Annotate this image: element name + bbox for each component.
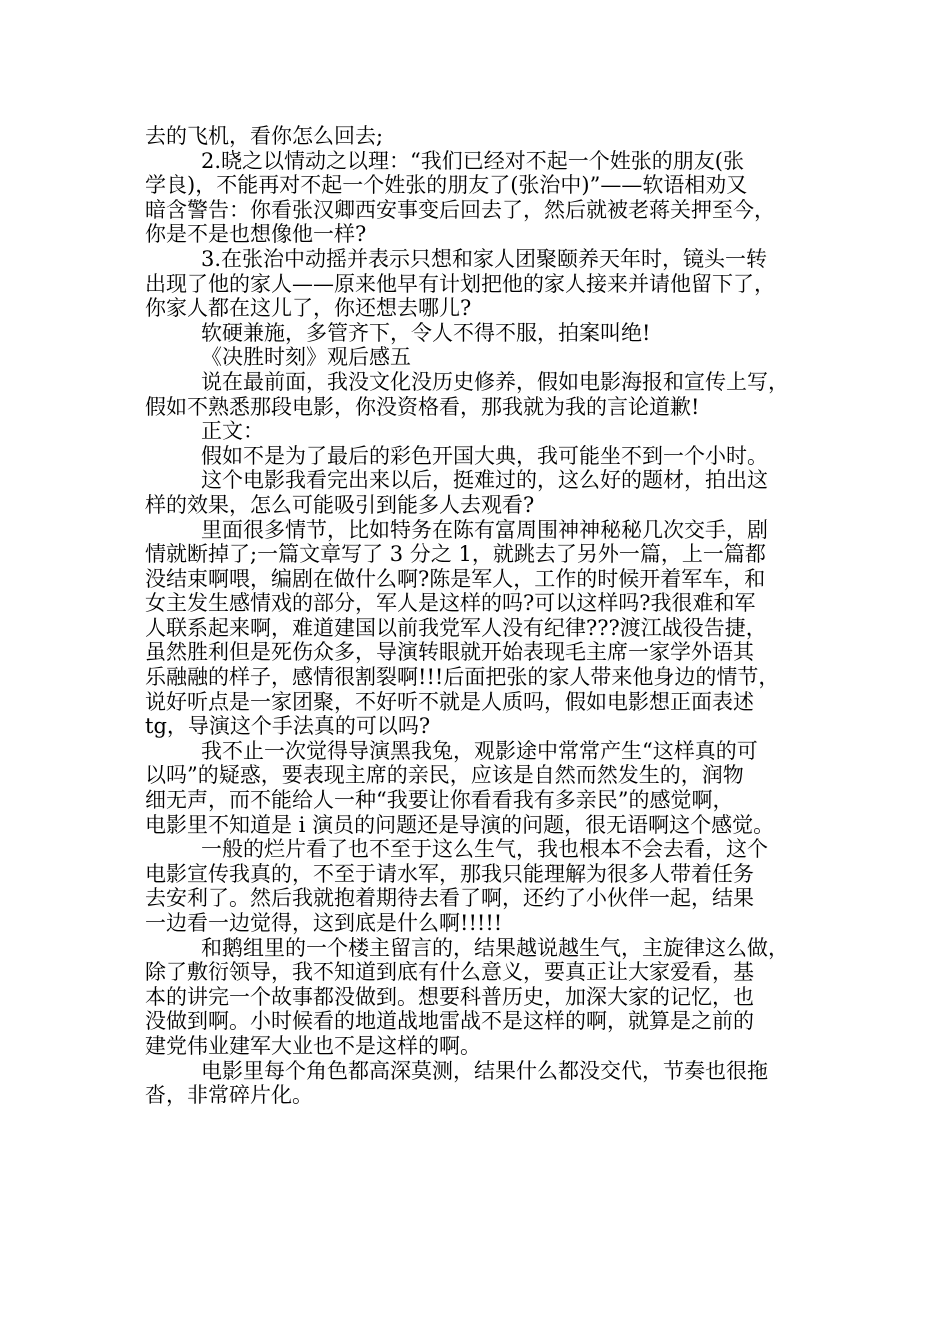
text-line: 电影里不知道是 i 演员的问题还是导演的问题，很无语啊这个感觉。 <box>145 812 775 837</box>
text-line: 学良)，不能再对不起一个姓张的朋友了(张治中)”——软语相劝又 <box>145 173 748 198</box>
text-line: 去安利了。然后我就抱着期待去看了啊，还约了小伙伴一起，结果 <box>145 886 754 911</box>
text-line: 软硬兼施，多管齐下，令人不得不服，拍案叫绝! <box>201 320 651 345</box>
text-line: 一般的烂片看了也不至于这么生气，我也根本不会去看，这个 <box>201 837 768 862</box>
text-line: 沓，非常碎片化。 <box>145 1083 313 1108</box>
text-line: 样的效果，怎么可能吸引到能多人去观看? <box>145 492 535 517</box>
text-line: 没做到啊。小时候看的地道战地雷战不是这样的啊，就算是之前的 <box>145 1009 754 1034</box>
text-line: 电影里每个角色都高深莫测，结果什么都没交代，节奏也很拖 <box>201 1058 768 1083</box>
text-line: 女主发生感情戏的部分，军人是这样的吗?可以这样吗?我很难和军 <box>145 591 756 616</box>
text-line: 和鹅组里的一个楼主留言的，结果越说越生气，主旋律这么做， <box>201 935 789 960</box>
text-line: 暗含警告：你看张汉卿西安事变后回去了，然后就被老蒋关押至今， <box>145 197 775 222</box>
text-line: 本的讲完一个故事都没做到。想要科普历史，加深大家的记忆，也 <box>145 984 754 1009</box>
text-line: 假如不是为了最后的彩色开国大典，我可能坐不到一个小时。 <box>201 443 768 468</box>
text-line: 正文： <box>201 419 264 444</box>
text-line: 《决胜时刻》观后感五 <box>201 345 411 370</box>
text-line: 除了敷衍领导，我不知道到底有什么意义，要真正让大家爱看，基 <box>145 960 754 985</box>
text-line: 细无声，而不能给人一种“我要让你看看我有多亲民”的感觉啊， <box>145 788 734 813</box>
text-line: 2.晓之以情动之以理：“我们已经对不起一个姓张的朋友(张 <box>201 148 744 173</box>
text-line: 虽然胜利但是死伤众多，导演转眼就开始表现毛主席一家学外语其 <box>145 640 754 665</box>
text-line: 人联系起来啊，难道建国以前我党军人没有纪律???渡江战役告捷， <box>145 615 767 640</box>
text-line: 出现了他的家人——原来他早有计划把他的家人接来并请他留下了， <box>145 271 775 296</box>
text-line: 你家人都在这儿了，你还想去哪儿? <box>145 296 472 321</box>
text-line: 3.在张治中动摇并表示只想和家人团聚颐养天年时，镜头一转 <box>201 246 768 271</box>
text-line: 假如不熟悉那段电影，你没资格看，那我就为我的言论道歉! <box>145 394 700 419</box>
document-body <box>145 124 813 1108</box>
text-line: 去的飞机，看你怎么回去; <box>145 124 384 148</box>
text-line: 电影宣传我真的，不至于请水军，那我只能理解为很多人带着任务 <box>145 861 754 886</box>
text-line: 一边看一边觉得，这到底是什么啊!!!!! <box>145 911 503 935</box>
text-line: 乐融融的样子，感情很割裂啊!!!后面把张的家人带来他身边的情节， <box>145 665 780 690</box>
text-line: 以吗”的疑惑，要表现主席的亲民，应该是自然而然发生的，润物 <box>145 763 744 788</box>
text-line: 我不止一次觉得导演黑我兔，观影途中常常产生“这样真的可 <box>201 738 758 763</box>
text-line: 没结束啊喂，编剧在做什么啊?陈是军人，工作的时候开着军车，和 <box>145 566 766 591</box>
text-line: 这个电影我看完出来以后，挺难过的，这么好的题材，拍出这 <box>201 468 768 493</box>
text-line: 说好听点是一家团聚，不好听不就是人质吗，假如电影想正面表述 <box>145 689 754 714</box>
text-line: 说在最前面，我没文化没历史修养，假如电影海报和宣传上写， <box>201 369 789 394</box>
text-line: tg，导演这个手法真的可以吗? <box>145 714 431 739</box>
text-line: 你是不是也想像他一样? <box>145 222 367 247</box>
text-line: 里面很多情节，比如特务在陈有富周围神神秘秘几次交手，剧 <box>201 517 768 542</box>
text-line: 情就断掉了;一篇文章写了 3 分之 1，就跳去了另外一篇，上一篇都 <box>145 542 766 567</box>
text-line: 建党伟业建军大业也不是这样的啊。 <box>145 1033 481 1058</box>
